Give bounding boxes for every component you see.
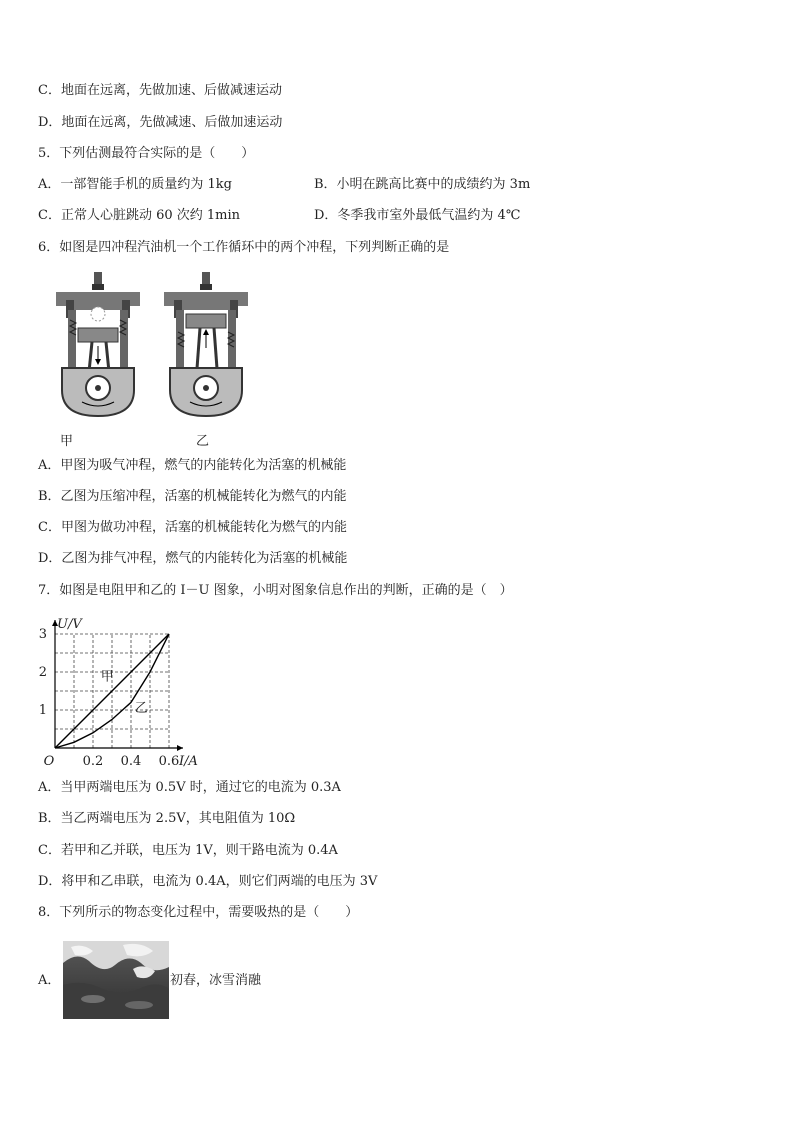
melting-snow-photo (63, 941, 169, 1019)
y-tick-label: 1 (38, 703, 47, 718)
engine-yi-label: 乙 (196, 434, 210, 449)
q8-stem: 8．下列所示的物态变化过程中，需要吸热的是（ ） (38, 905, 359, 920)
q4-option-d: D．地面在远离，先做减速、后做加速运动 (38, 115, 283, 130)
q5-stem: 5．下列估测最符合实际的是（ ） (38, 146, 255, 161)
q7-option-c: C．若甲和乙并联，电压为 1V，则干路电流为 0.4A (38, 843, 338, 858)
q5-option-c: C．正常人心脏跳动 60 次约 1min (38, 208, 241, 223)
engine-jia-label: 甲 (60, 434, 74, 449)
y-tick-label: 2 (38, 665, 47, 680)
origin-label: O (43, 754, 55, 769)
q5-option-d: D．冬季我市室外最低气温约为 4℃ (314, 208, 521, 223)
series-label-yi: 乙 (134, 700, 148, 716)
engine-jia-figure (52, 270, 144, 420)
engine-yi-figure (160, 270, 252, 420)
series-label-jia: 甲 (100, 669, 114, 685)
q6-option-c: C．甲图为做功冲程，活塞的机械能转化为燃气的内能 (38, 520, 347, 535)
q8-option-a-text: 初春，冰雪消融 (170, 973, 262, 988)
x-axis-arrow (177, 745, 183, 751)
q7-stem: 7．如图是电阻甲和乙的 I－U 图象，小明对图象信息作出的判断，正确的是（ ） (38, 583, 513, 598)
q5-option-b: B．小明在跳高比赛中的成绩约为 3m (314, 177, 531, 192)
q6-option-d: D．乙图为排气冲程，燃气的内能转化为活塞的机械能 (38, 551, 348, 566)
y-axis-title: U/V (57, 617, 82, 632)
q7-option-a: A．当甲两端电压为 0.5V 时，通过它的电流为 0.3A (38, 780, 341, 795)
q6-option-a: A．甲图为吸气冲程，燃气的内能转化为活塞的机械能 (38, 458, 347, 473)
q6-option-b: B．乙图为压缩冲程，活塞的机械能转化为燃气的内能 (38, 489, 347, 504)
q5-option-a: A．一部智能手机的质量约为 1kg (38, 177, 232, 192)
x-tick-label: 0.4 (120, 754, 142, 769)
q8-option-a-letter: A． (38, 973, 61, 988)
q4-option-c: C．地面在远离，先做加速、后做减速运动 (38, 83, 282, 98)
q7-option-d: D．将甲和乙串联，电流为 0.4A，则它们两端的电压为 3V (38, 874, 378, 889)
x-tick-label: 0.6 (158, 754, 180, 769)
q7-option-b: B．当乙两端电压为 2.5V，其电阻值为 10Ω (38, 811, 296, 826)
y-tick-label: 3 (38, 627, 47, 642)
x-axis-title: I/A (179, 754, 198, 769)
x-tick-label: 0.2 (82, 754, 104, 769)
q6-stem: 6．如图是四冲程汽油机一个工作循环中的两个冲程，下列判断正确的是 (38, 240, 450, 255)
iu-chart (36, 612, 206, 770)
